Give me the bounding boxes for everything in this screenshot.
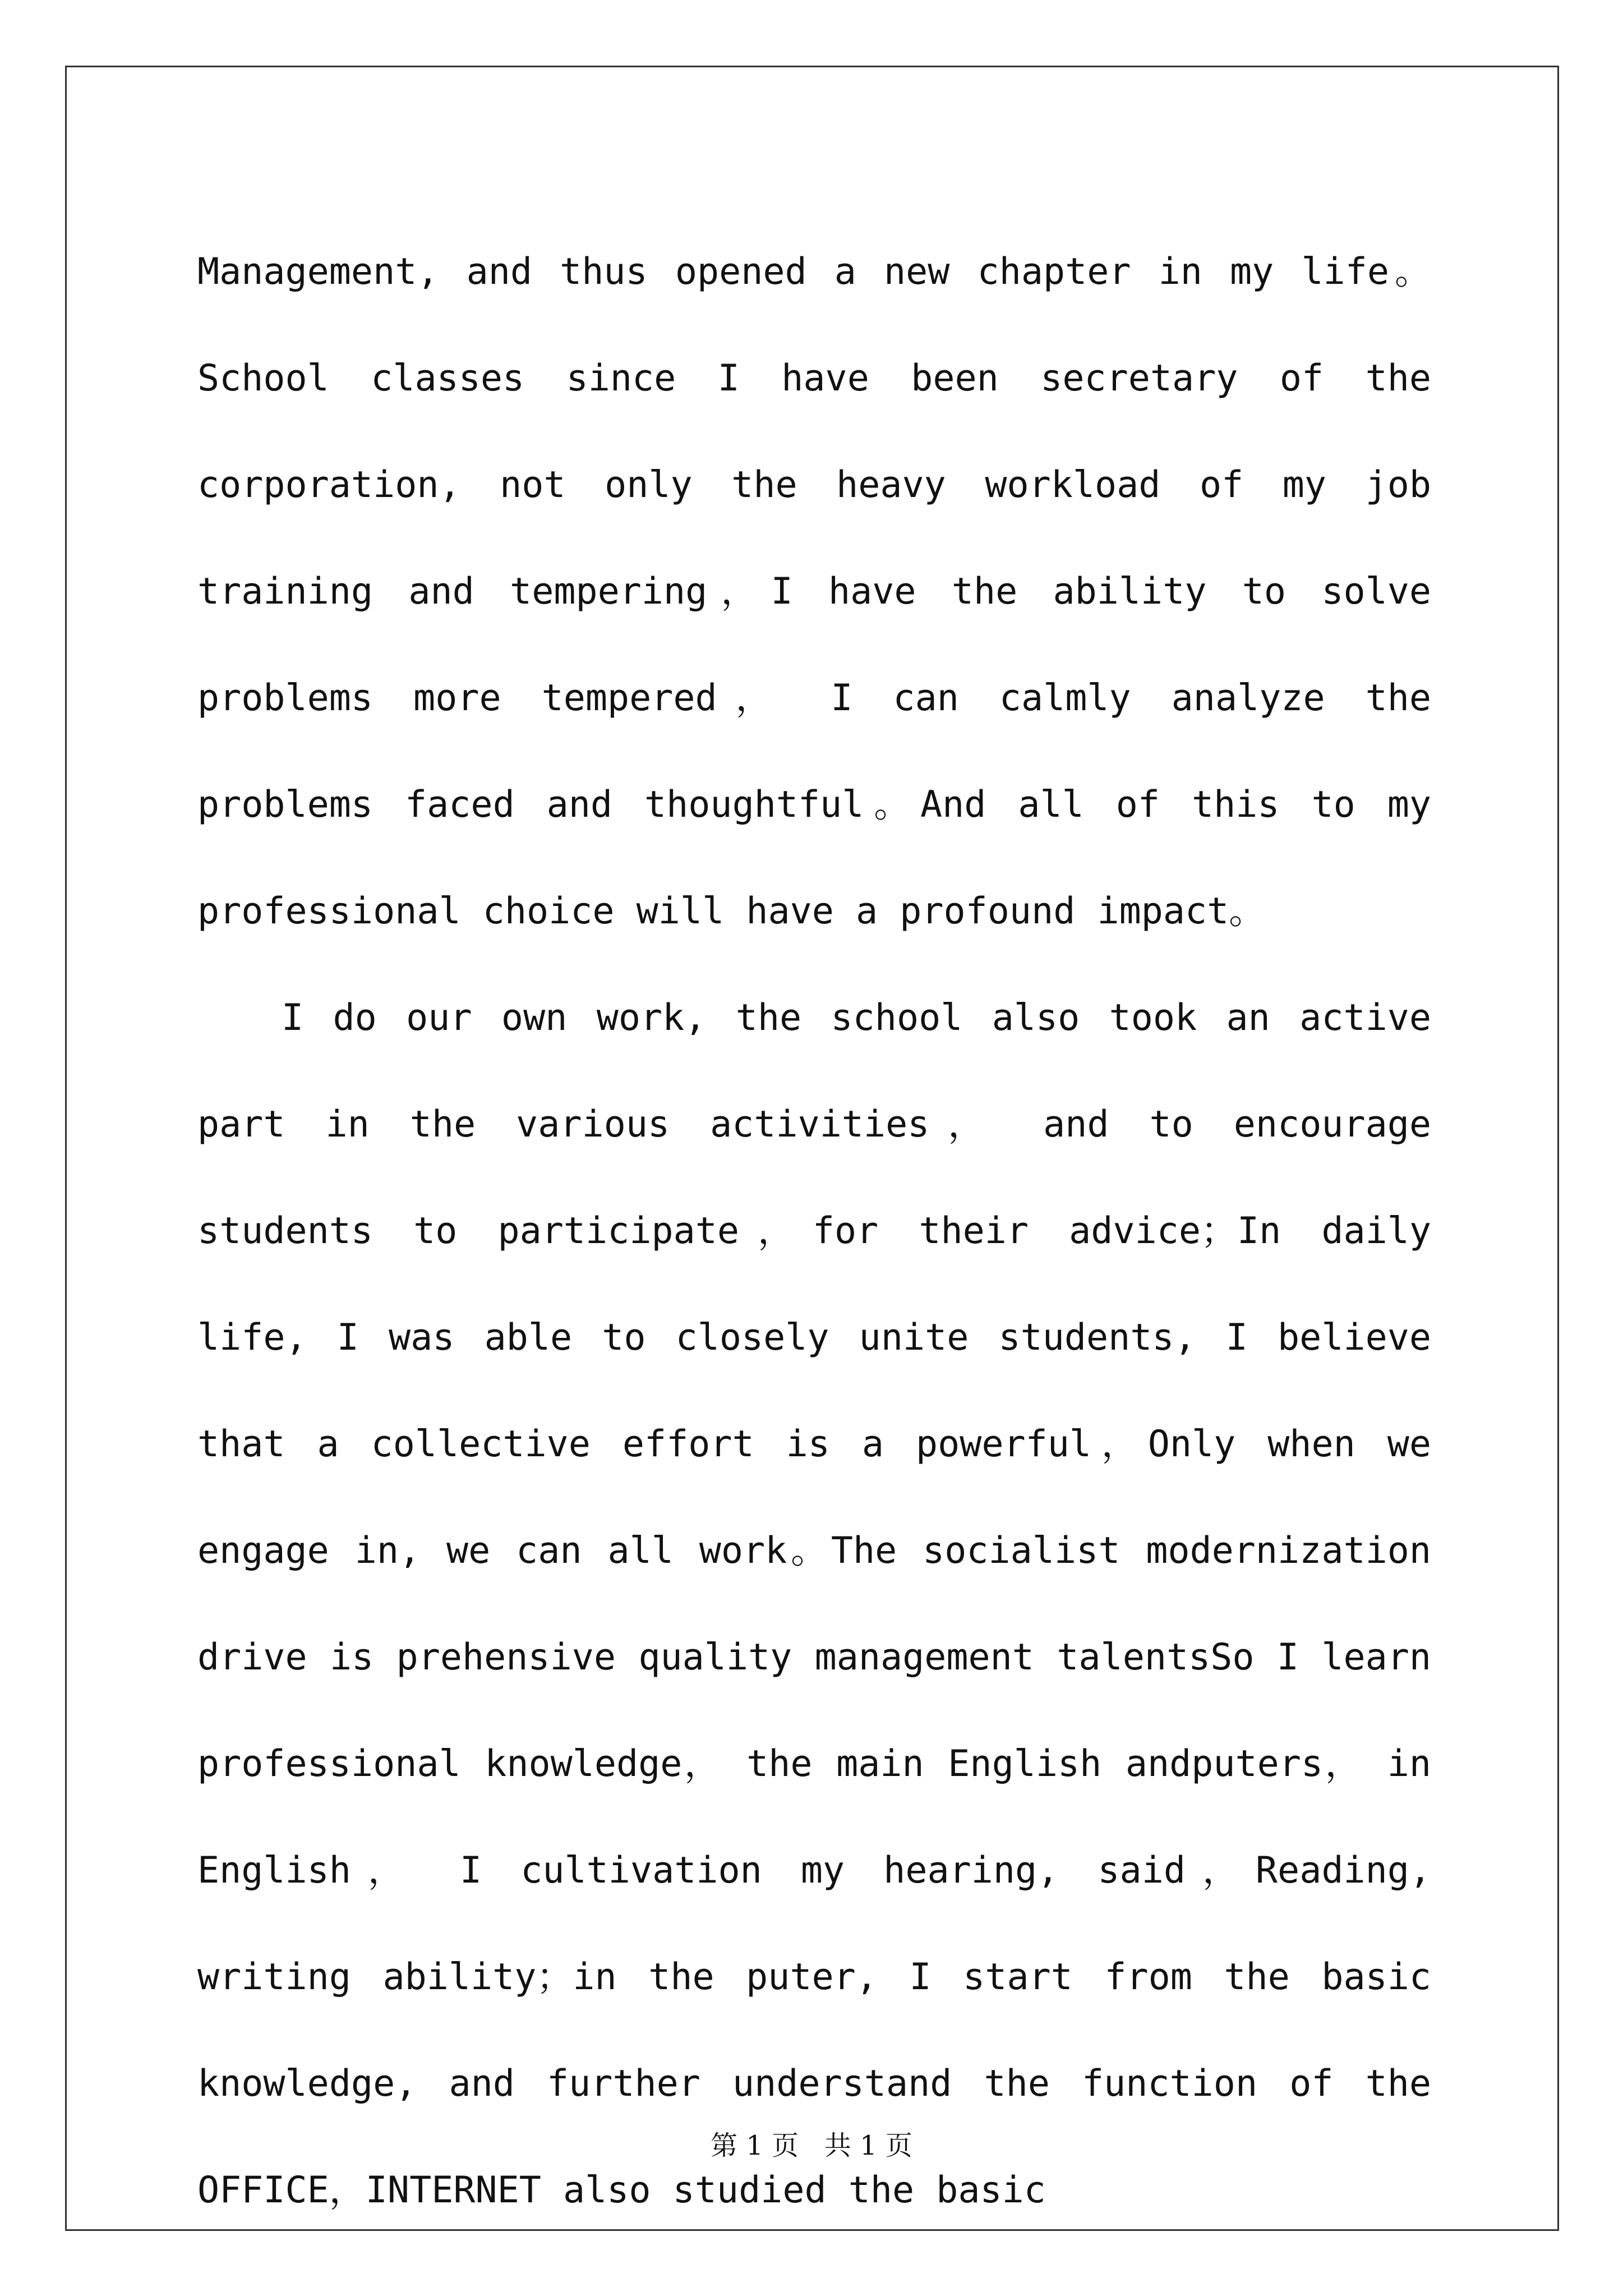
document-body (197, 219, 1431, 2244)
paragraph-2: I do our own work, the school also took an active part in the various activities， and to encourage students to participate，for their advice；In daily life, I was able to closely unite students, I believe that a collective effort is a powerful，Only when we engage in, we can all work。The socialist modernization drive is prehensive quality management talentsSo I learn professional knowledge， the main English andputers， in English， I cultivation my hearing, said，Reading, writing ability；in the puter, I start from the basic knowledge, and further understand the function of the OFFICE，INTERNET also studied the basic (197, 997, 1431, 2211)
paragraph-1: Management, and thus opened a new chapter in my life。School classes since I have been secretary of the corporation, not only the heavy workload of my job training and tempering，I have the ability to solve problems more tempered， I can calmly analyze the problems faced and thoughtful。And all of this to my professional choice will have a profound impact。 (197, 251, 1431, 932)
page-number-footer: 第 1 页 共 1 页 (711, 2130, 912, 2161)
